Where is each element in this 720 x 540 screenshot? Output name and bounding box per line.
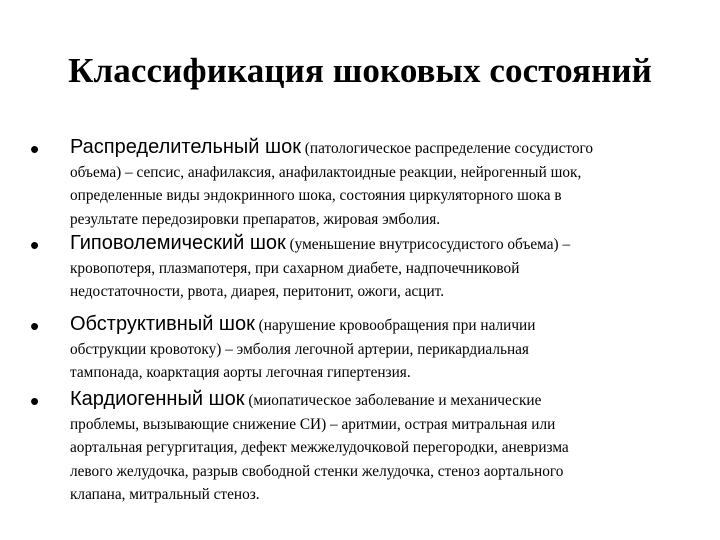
- list-item-heading: Обструктивный шок: [70, 313, 255, 335]
- list-item-line: клапана, митральный стеноз.: [70, 486, 260, 503]
- list-item-first-line: [70, 136, 698, 161]
- slide-title: Классификация шоковых состояний: [68, 51, 652, 90]
- list-item-line: объема) – сепсис, анафилаксия, анафилактоидные реакции, нейрогенный шок,: [70, 163, 582, 181]
- list-item-line: тампонада, коарктация аорты легочная гипертензия.: [70, 364, 411, 381]
- list-item-line: результате передозировки препаратов, жировая эмболия.: [70, 210, 441, 228]
- list-item-line: (миопатическое заболевание и механические: [244, 392, 542, 409]
- list-item-text: [70, 388, 698, 507]
- list-item-heading: Кардиогенный шок: [70, 388, 245, 410]
- list-item-line: левого желудочка, разрыв свободной стенки желудочка, стеноз аортального: [70, 462, 564, 480]
- list-item-line: определенные виды эндокринного шока, состояния циркуляторного шока в: [70, 187, 562, 204]
- list-item-first-line: [70, 232, 698, 257]
- list-item-heading: Гиповолемический шок: [70, 232, 286, 254]
- list-item-line: (нарушение кровообращения при наличии: [254, 317, 536, 334]
- list-item-text: [70, 232, 698, 304]
- list-item-line: кровопотеря, плазмапотеря, при сахарном диабете, надпочечниковой: [70, 259, 520, 277]
- list-item-line: проблемы, вызывающие снижение СИ) – аритмии, острая митральная или: [70, 415, 556, 433]
- list-item-line: недостаточности, рвота, диарея, перитонит, ожоги, асцит.: [70, 283, 445, 300]
- bullet-icon: •: [30, 230, 40, 260]
- list-item-first-line: [70, 313, 698, 338]
- list-item-line: (уменьшение внутрисосудистого объема) –: [285, 236, 571, 253]
- list-item-text: [70, 313, 698, 385]
- list-item-line: обструкции кровотоку) – эмболия легочной артерии, перикардиальная: [70, 340, 529, 358]
- list-item-line: аортальная регургитация, дефект межжелудочковой перегородки, аневризма: [70, 439, 569, 456]
- list-item-text: [70, 136, 698, 231]
- list-item-first-line: [70, 388, 698, 413]
- list-item-heading: Распределительный шок: [70, 136, 301, 158]
- bullet-icon: •: [30, 386, 40, 416]
- list-item-line: (патологическое распределение сосудистого: [300, 140, 594, 157]
- bullet-icon: •: [30, 311, 40, 341]
- bullet-icon: •: [30, 134, 40, 164]
